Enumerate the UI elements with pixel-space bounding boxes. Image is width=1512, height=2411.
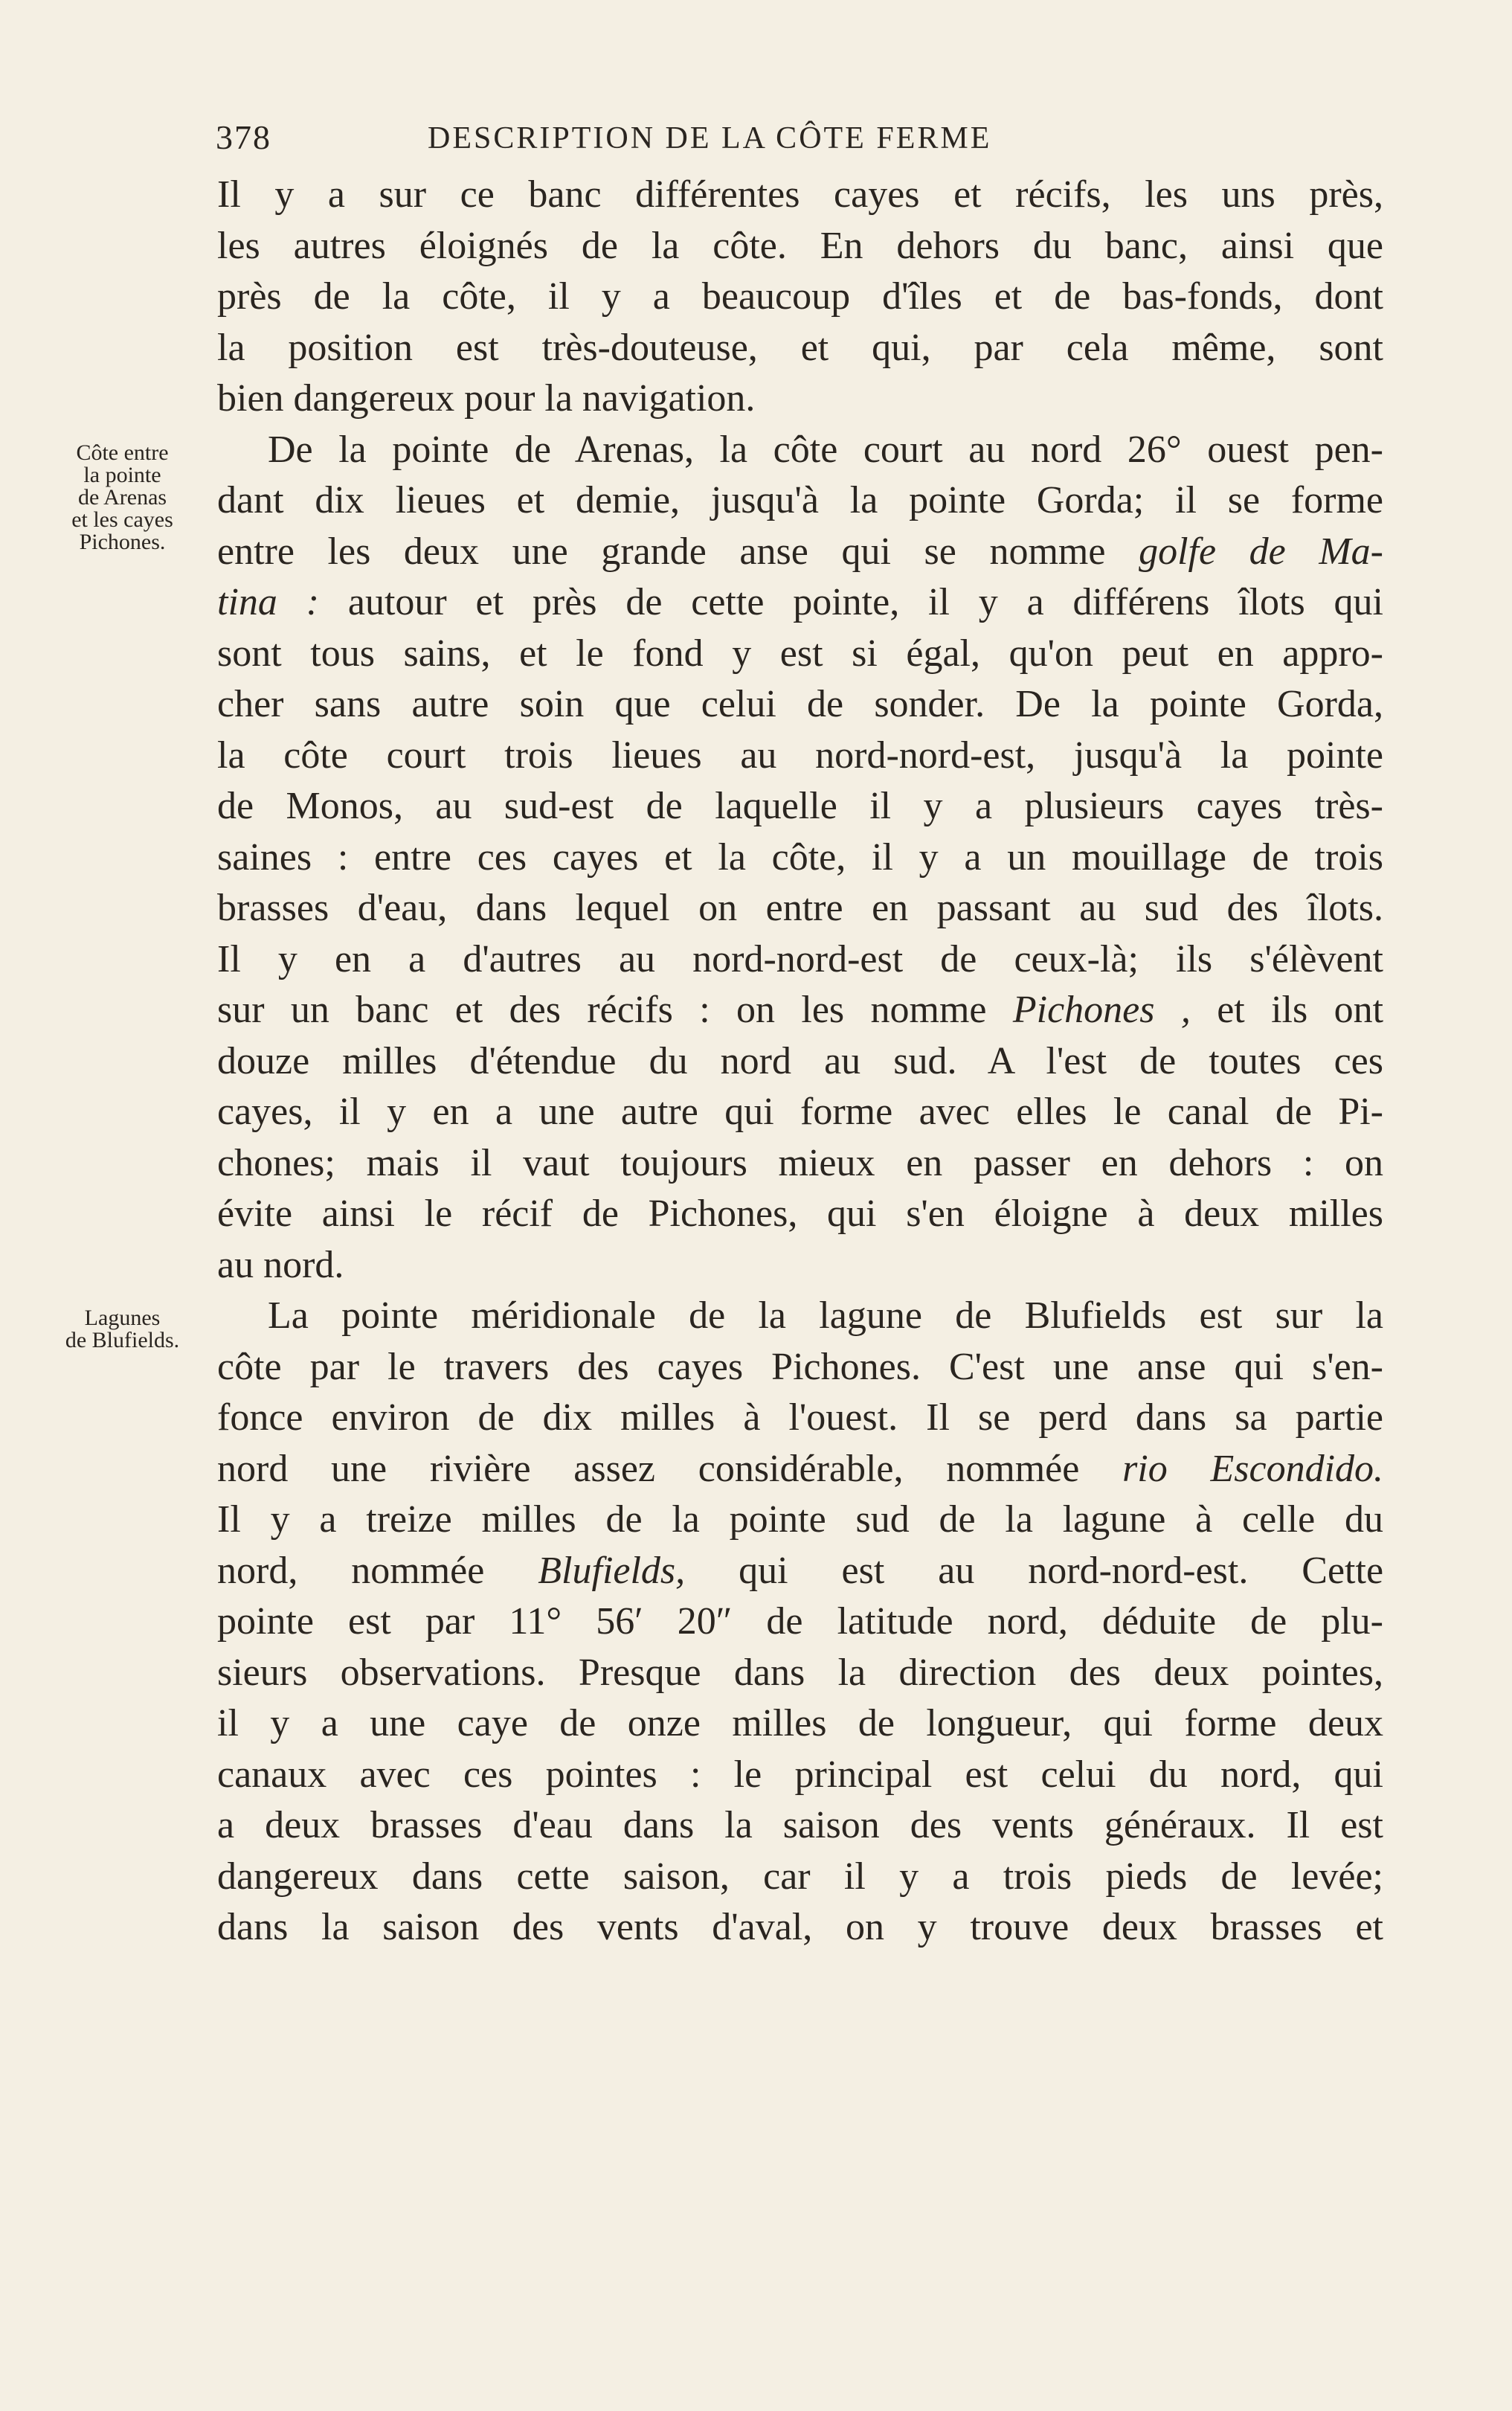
text-line: bien dangereux pour la navigation. bbox=[217, 377, 756, 420]
text-line: dant dix lieues et demie, jusqu'à la pointe Gorda; il se forme bbox=[217, 479, 1383, 521]
text-run: entre les deux une grande anse qui se nomme bbox=[217, 530, 1106, 573]
text-line: sont tous sains, et le fond y est si égal, qu'on peut en appro- bbox=[217, 632, 1383, 675]
margin-note-line: de Blufields. bbox=[65, 1328, 180, 1352]
text-line: près de la côte, il y a beaucoup d'îles et de bas-fonds, dont bbox=[217, 275, 1383, 318]
text-line: chones; mais il vaut toujours mieux en passer en dehors : on bbox=[217, 1141, 1383, 1184]
text-run: qui est au nord-nord-est. Cette bbox=[739, 1549, 1384, 1592]
margin-note-line: Côte entre bbox=[76, 440, 169, 465]
text-line: pointe est par 11° 56′ 20″ de latitude nord, déduite de plu- bbox=[217, 1600, 1383, 1643]
text-run: nord une rivière assez considérable, nommée bbox=[217, 1447, 1080, 1490]
text-run: et ils ont bbox=[1217, 989, 1384, 1031]
text-line: fonce environ de dix milles à l'ouest. Il se perd dans sa partie bbox=[217, 1396, 1383, 1439]
text-line: sieurs observations. Presque dans la direction des deux pointes, bbox=[217, 1651, 1383, 1694]
text-line: cher sans autre soin que celui de sonder. De la pointe Gorda, bbox=[217, 683, 1383, 725]
text-line: évite ainsi le récif de Pichones, qui s'en éloigne à deux milles bbox=[217, 1192, 1383, 1235]
italic-place-name: golfe de Ma- bbox=[1139, 530, 1383, 573]
text-line: côte par le travers des cayes Pichones. C'est une anse qui s'en- bbox=[217, 1345, 1383, 1388]
italic-place-name: tina : bbox=[217, 581, 320, 623]
text-run: autour et près de cette pointe, il y a différens îlots qui bbox=[347, 581, 1384, 623]
text-line: la côte court trois lieues au nord-nord-est, jusqu'à la pointe bbox=[217, 733, 1383, 777]
italic-place-name: Pichones , bbox=[1012, 989, 1191, 1031]
page-number: 378 bbox=[216, 118, 271, 156]
text-line bbox=[217, 985, 1383, 1036]
text-line: a deux brasses d'eau dans la saison des vents généraux. Il est bbox=[217, 1804, 1383, 1846]
text-line bbox=[217, 577, 1383, 629]
text-line: saines : entre ces cayes et la côte, il y a un mouillage de trois bbox=[217, 835, 1383, 879]
margin-note-line: de Arenas bbox=[77, 485, 167, 510]
text-line: douze milles d'étendue du nord au sud. A l'est de toutes ces bbox=[217, 1039, 1383, 1082]
margin-note-line: et les cayes bbox=[71, 507, 173, 532]
text-line: les autres éloignés de la côte. En dehors du banc, ainsi que bbox=[217, 224, 1383, 267]
margin-note-line: la pointe bbox=[83, 463, 161, 487]
body-text bbox=[217, 170, 1383, 1953]
text-line: il y a une caye de onze milles de longueur, qui forme deux bbox=[217, 1702, 1383, 1744]
text-line: De la pointe de Arenas, la côte court au nord 26° ouest pen- bbox=[268, 428, 1383, 471]
running-title: DESCRIPTION DE LA CÔTE FERME bbox=[428, 121, 992, 155]
text-line: de Monos, au sud-est de laquelle il y a plusieurs cayes très- bbox=[217, 785, 1383, 827]
italic-place-name: rio Escondido. bbox=[1122, 1447, 1384, 1490]
margin-note-cote-entre bbox=[39, 442, 206, 553]
text-line: dans la saison des vents d'aval, on y trouve deux brasses et bbox=[217, 1906, 1383, 1948]
text-line: la position est très-douteuse, et qui, par cela même, sont bbox=[217, 326, 1383, 369]
text-line: dangereux dans cette saison, car il y a trois pieds de levée; bbox=[217, 1855, 1383, 1898]
text-line: brasses d'eau, dans lequel on entre en passant au sud des îlots. bbox=[217, 887, 1383, 929]
text-line: Il y a treize milles de la pointe sud de la lagune à celle du bbox=[217, 1498, 1383, 1541]
text-line bbox=[217, 527, 1383, 578]
text-line: La pointe méridionale de la lagune de Blufields est sur la bbox=[268, 1294, 1383, 1337]
text-line bbox=[217, 1444, 1383, 1495]
text-line: au nord. bbox=[217, 1243, 344, 1286]
text-line bbox=[217, 1546, 1383, 1597]
margin-note-line: Pichones. bbox=[79, 530, 166, 554]
text-line: Il y a sur ce banc différentes cayes et récifs, les uns près, bbox=[217, 173, 1383, 216]
text-line: Il y en a d'autres au nord-nord-est de ceux-là; ils s'élèvent bbox=[217, 937, 1383, 980]
margin-note-lagunes bbox=[39, 1307, 206, 1352]
margin-note-line: Lagunes bbox=[84, 1306, 161, 1330]
text-run: sur un banc et des récifs : on les nomme bbox=[217, 989, 987, 1031]
text-line: cayes, il y en a une autre qui forme avec elles le canal de Pi- bbox=[217, 1091, 1383, 1133]
text-run: nord, nommée bbox=[217, 1549, 485, 1592]
page-header bbox=[216, 118, 1383, 162]
italic-place-name: Blufields, bbox=[538, 1549, 686, 1592]
text-line: canaux avec ces pointes : le principal est celui du nord, qui bbox=[217, 1753, 1383, 1796]
